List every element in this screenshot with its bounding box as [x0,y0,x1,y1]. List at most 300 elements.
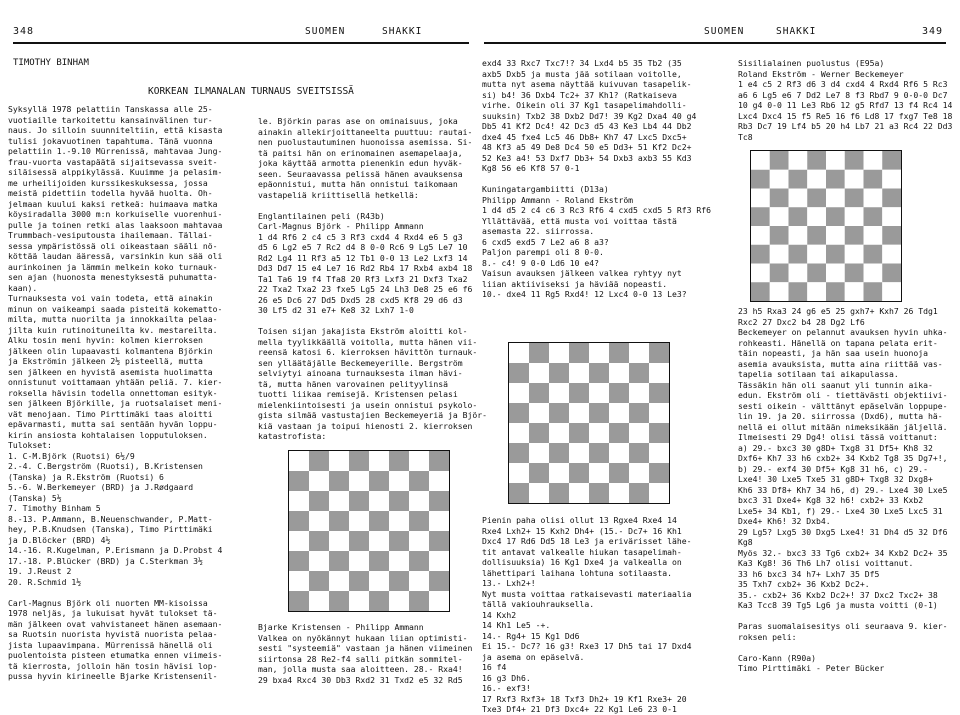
board-square [569,363,589,383]
text-line: lin 19. ja 20. siirrossa (Dxd6), mutta hä- [738,411,943,421]
column-1-text [8,104,244,682]
board-square [882,207,901,226]
board-square [789,207,808,226]
board-square [529,483,549,503]
chess-board-icon [751,151,901,301]
text-line: jelmaan kuului kaksi retkeä: huimaava matka [8,198,218,209]
board-square [549,343,569,363]
text-line: 29 bxa4 Rxc4 30 Db3 Rxd2 31 Txd2 e5 32 Rd5 [258,674,463,685]
text-line: sen jälkeen Björkille, ja ruotsalaiset meni- [8,398,223,408]
text-line: pelattiin 1.-9.10 Mürrenissä, mahtavaa Jung- [8,146,223,156]
running-head-suomen: SUOMEN [305,26,346,37]
board-square [389,571,409,591]
text-line: 5.-6. W.Berkemeyer (BRD) ja J.Rødgaard [8,482,194,492]
board-square [389,551,409,571]
chess-board-icon [509,343,669,503]
text-line: Paras suomalaisesitys oli seuraava 9. kier- [738,621,948,631]
board-square [369,451,389,471]
text-line: täin nopeasti, ja hän saa usein huonoja [738,348,929,358]
board-square [882,189,901,208]
board-square [629,483,649,503]
text-line: Sisilialainen puolustus (E95a) [738,58,885,68]
text-line: le. Björkin paras ase on ominaisuus, joka [258,116,458,126]
text-line: Dxc4 17 Rd6 Dd5 18 Le3 ja erivärisset lähe- [482,536,692,546]
board-square [309,591,329,611]
text-line: mutta nyt asema näyttää kuivuvan tasapelik- [482,79,692,89]
text-line: frau-vuorta vastapäätä sijaitsevassa sveit- [8,156,218,167]
text-line: 1. C-M.Björk (Ruotsi) 6½/9 [8,450,135,461]
board-square [629,443,649,463]
text-line: lähettipari laihana lohtuna sotilaasta. [482,567,673,578]
board-square [509,403,529,423]
board-square [369,591,389,611]
board-square [845,282,864,301]
text-line: köttää laudan ääressä, varsinkin kun sää oli [8,251,223,261]
text-line: Rxe4 Lxh2+ 15 Kxh2 Dh4+ (15.- Dc7+ 16 Kh1 [482,525,682,536]
text-line: selviytyi ainoana turnauksesta ilman hävi- [258,368,463,378]
text-line: vuotiaille tarkoitettu kansainvälinen tur- [8,114,213,125]
board-square [429,531,449,551]
text-line: Kh6 33 Df8+ Kh7 34 h6, d) 29.- Lxe4 30 Lxe5 [738,484,948,495]
running-head-suomen: SUOMEN [704,26,745,37]
text-line: tit antavat valkealle hiukan tasapelimah- [482,546,682,557]
text-line: katastrofista: [258,431,327,441]
board-square [882,170,901,189]
text-line: roksen peli: [738,631,797,642]
text-line: 20. R.Schmid 1½ [8,576,82,587]
board-square [609,383,629,403]
text-line: Lxc4 Dxc4 15 f5 Re5 16 f6 Ld8 17 fxg7 Te8 18 [738,110,953,121]
text-line: 33 h6 bxc3 34 h7+ Lxh7 35 Df5 [738,568,880,579]
board-square [649,423,669,443]
board-square [609,343,629,363]
text-line: ainakin allekirjoittaneelta puuttuu: rautai- [258,126,473,137]
board-square [309,551,329,571]
board-square [770,207,789,226]
board-square [429,491,449,511]
board-square [349,471,369,491]
board-square [845,245,864,264]
page-number: 348 [13,26,35,37]
text-line: jilta kuin rutinoituneilta kv. mestareilta. [8,324,218,335]
board-square [409,451,429,471]
text-line: pulle ja toinen retki alas laaksoon mahtavaa [8,219,223,230]
text-line: roksella hävisin todella onnettoman esityk- [8,387,218,398]
text-line: 29 Lg5? Lxg5 30 Dxg5 Lxe4! 31 Dh4 d5 32 Df6 [738,526,948,537]
text-line: kiä vastaan ja toipui hienosti 2. kierroksen [258,420,473,431]
board-square [349,511,369,531]
board-square [770,282,789,301]
text-line: 14.-16. R.Kugelman, P.Erismann ja D.Probst 4 [8,545,223,555]
board-square [770,170,789,189]
board-square [589,363,609,383]
text-line: aurinkoinen ja lämmin melkein koko turnauk- [8,261,218,272]
board-square [429,451,449,471]
text-line: liian aktiiviseksi ja häviää nopeasti. [482,278,668,289]
text-line: Carl-Magnus Björk oli nuorten MM-kisoissa [8,597,208,608]
board-square [549,483,569,503]
board-square [589,463,609,483]
board-square [289,511,309,531]
board-square [770,226,789,245]
text-line: puolentoista pisteen etumatka ennen viimeis- [8,650,223,660]
text-line: Yllättävää, että musta voi voittaa tästä [482,215,677,226]
text-line: 19. J.Reust 2 [8,566,72,576]
text-line: axb5 Dxb5 ja musta jää sotilaan voitolle, [482,68,682,79]
text-line: seen. Seuraavassa pelissä hänen avauksensa [258,168,463,179]
board-square [845,189,864,208]
board-square [589,383,609,403]
text-line: Timo Pirttimäki - Peter Bücker [738,663,885,673]
text-line [482,174,710,185]
board-square [845,151,864,170]
board-square [369,491,389,511]
board-square [864,151,883,170]
text-line: 52 Ke3 a4! 53 Dxf7 Db3+ 54 Dxb3 axb3 55 Kd3 [482,152,692,163]
text-line: Dxf6+ Kh7 33 h6 cxb2+ 34 Kxb2 Tg8 35 Dg7+!, [738,453,948,463]
text-line: ja asema on epäselvä. [482,651,585,662]
text-line: Turnauksesta voi vain todeta, että ainakin [8,293,213,303]
text-line: 10 g4 0-0 11 Le3 Rb6 12 g5 Rfd7 13 f4 Rc4 14 [738,100,953,110]
board-square [826,151,845,170]
text-line: bxc3 31 Dxe4+ Kg8 32 h6! cxb2+ 33 Kxb2 [738,495,924,505]
text-line: sen jälkeen en hyvistä asemista huolimatta [8,366,213,377]
board-square [649,383,669,403]
text-line: minun on vaikeampi saada pisteitä kokematto- [8,303,223,314]
text-line: vastapeliä kriittisellä hetkellä: [258,189,419,200]
board-square [349,551,369,571]
board-square [826,226,845,245]
board-square [629,423,649,443]
board-square [569,443,589,463]
board-square [529,403,549,423]
column-4-bottom-text [738,306,950,674]
board-square [807,282,826,301]
board-square [289,571,309,591]
text-line: jälkeen olin lupaavasti kolmantena Björkin [8,345,213,356]
text-line: 7. Timothy Binham 5 [8,503,101,513]
text-line: Philipp Ammann - Roland Ekström [482,194,634,205]
board-square [609,403,629,423]
text-line: tapelia sotilaan tai aikapulassa. [738,369,899,379]
board-square [629,363,649,383]
chess-board-icon [289,451,449,611]
text-line: 48 Kf3 a5 49 De8 Dc4 50 e5 Dd3+ 51 Kf2 Dc2+ [482,142,692,152]
text-line: (Tanska) 5½ [8,492,62,503]
text-line: Kg8 [738,537,753,547]
board-square [845,170,864,189]
column-3-bottom-text [482,515,710,715]
board-square [807,189,826,208]
board-square [826,245,845,264]
text-line: tällä vakiouhrauksella. [482,599,595,609]
board-square [751,282,770,301]
board-square [649,463,669,483]
board-square [309,451,329,471]
board-square [789,151,808,170]
text-line: 30 Lf5 d2 31 e7+ Ke8 32 Lxh7 1-0 [258,305,414,315]
board-square [826,207,845,226]
board-square [649,483,669,503]
text-line: sa Ruotsin nuorista hyvistä nuorista pelaa- [8,629,218,639]
board-square [789,245,808,264]
board-square [864,245,883,264]
text-line: Rd2 Lg4 11 Rf3 a5 12 Tb1 0-0 13 Le2 Lxf3 14 [258,252,468,263]
board-square [369,571,389,591]
page-number: 349 [922,26,944,37]
board-square [807,245,826,264]
text-line [258,316,470,327]
board-square [569,423,589,443]
chess-diagram-right-2 [750,150,902,302]
board-square [509,343,529,363]
text-line: siläisessä alppikylässä. Kuuimme ja pelasim- [8,167,223,177]
board-square [807,226,826,245]
board-square [629,383,649,403]
board-square [329,571,349,591]
board-square [549,403,569,423]
text-line: a6 6 Lg5 e6 7 Dd2 Le7 8 f3 Rbd7 9 0-0-0 Dc7 [738,89,948,100]
text-line: sessa ympäristössä oli oikeastaan sääli nö- [8,240,218,251]
text-line: Tc8 [738,131,753,142]
board-square [329,551,349,571]
board-square [770,245,789,264]
board-square [882,264,901,283]
board-square [864,226,883,245]
text-line: hey, P.B.Knudsen (Tanska), Timo Pirttimäki [8,524,213,534]
text-line: a) 29.- bxc3 30 g8D+ Txg8 31 Df5+ Kh8 32 [738,442,933,453]
text-line: Dxe4+ Kh6! 32 Dxb4. [738,516,831,526]
board-square [864,207,883,226]
board-square [807,207,826,226]
text-line: 10.- dxe4 11 Rg5 Rxd4! 12 Lxc4 0-0 13 Le3? [482,289,687,299]
board-square [807,151,826,170]
board-square [389,471,409,491]
text-line: 13.- Lxh2+! [482,578,536,588]
board-square [751,264,770,283]
board-square [529,363,549,383]
chess-diagram-right-1 [508,342,670,504]
text-line: d5 6 Lg2 e5 7 Rc2 d4 8 0-0 Rc6 9 Lg5 Le7 10 [258,242,468,252]
board-square [789,282,808,301]
text-line: Rb3 Dc7 19 Lf4 b5 20 h4 Lb7 21 a3 Rc4 22 Dd3 [738,121,953,131]
board-square [549,423,569,443]
board-square [629,343,649,363]
board-square [845,207,864,226]
board-square [649,363,669,383]
board-square [649,403,669,423]
column-2-bottom-text [258,622,473,685]
board-square [770,189,789,208]
text-line: Txe3 Df4+ 21 Df3 Dxc4+ 22 Kg1 Le6 23 0-1 [482,704,677,714]
board-square [864,189,883,208]
board-square [509,383,529,403]
board-square [369,531,389,551]
board-square [826,189,845,208]
text-line: Ilmeisesti 29 Dg4! olisi tässä voittanut: [738,432,938,442]
chess-diagram-left [288,450,450,612]
text-line: epävarmasti, mutta sai sentään hyvän loppu- [8,419,218,429]
text-line: Syksyllä 1978 pelattiin Tanskassa alle 25- [8,104,213,114]
board-square [629,403,649,423]
text-line: virhe. Oikein oli 37 Kg1 tasapelimahdolli- [482,100,687,110]
board-square [409,571,429,591]
text-line: 2.-4. C.Bergström (Ruotsi), B.Kristensen [8,461,203,471]
text-line: 35 Txh7 cxb2+ 36 Kxb2 Dc2+. [738,579,870,589]
text-line: Lxe5+ 34 Kb1, f) 29.- Lxe4 30 Lxe5 Lxc5 31 [738,505,943,516]
board-square [349,491,369,511]
board-square [289,551,309,571]
board-square [409,531,429,551]
text-line: joka käyttää armotta pienenkin edun hyväk- [258,158,463,168]
text-line: Valkea on nyökännyt hukaan liian optimisti- [258,632,468,643]
text-line: Tulokset: [8,440,52,450]
board-square [807,264,826,283]
text-line: sesti "systeemiä" vastaan ja hänen viimeinen [258,643,473,653]
text-line: exd4 33 Rxc7 Txc7!? 34 Lxd4 b5 35 Tb2 (35 [482,58,682,68]
board-square [289,451,309,471]
board-square [629,463,649,483]
board-square [569,403,589,423]
text-line: 8.-13. P.Ammann, B.Neuenschwander, P.Matt- [8,513,213,524]
text-line: siirtonsa 28 Re2-f4 salli pitkän sommitel- [258,653,463,664]
board-square [409,471,429,491]
board-square [509,363,529,383]
text-line: 16.- exf3! [482,683,531,693]
text-line: Trummbach-vesiputousta ihailemaan. Tällai- [8,230,213,240]
text-line: Db5 41 Kf2 Dc4! 42 Dc3 d5 43 Ke3 Lb4 44 Db2 [482,121,692,131]
text-line: 14 Kh1 Le5 -+. [482,620,551,630]
text-line: Alku tosin meni hyvin: kolmen kierroksen [8,335,203,345]
text-line: man, jolla musta saa aloitteen. 28.- Rxa4! [258,664,463,674]
text-line: 1 d4 d5 2 c4 c6 3 Rc3 Rf6 4 cxd5 cxd5 5 Rf3 Rf6 [482,205,712,215]
text-line: nen puolustautuminen huonoissa asemissa. Si- [258,137,473,147]
text-line: 17 Rxf3 Rxf3+ 18 Txf3 Dh2+ 19 Kf1 Rxe3+ 20 [482,693,687,704]
text-line: meistä pidettiin todella hyvää huolta. Oh- [8,188,213,198]
board-square [289,591,309,611]
board-square [569,483,589,503]
board-square [589,423,609,443]
board-square [409,491,429,511]
text-line [738,611,950,622]
text-line: sen ajan (huonosta menestyksestä puhumatta- [8,272,218,282]
text-line: 1978 neljäs, ja lukuisat hyvät tulokset tä- [8,608,218,618]
board-square [826,170,845,189]
board-square [609,363,629,383]
text-line: si) b4! 36 Dxb4 Tc2+ 37 Kh1? (Ratkaiseva [482,89,677,100]
text-line: Kuningatargambiitti (D13a) [482,184,609,194]
board-square [789,170,808,189]
board-square [329,471,349,491]
board-square [609,423,629,443]
board-square [309,571,329,591]
board-square [389,511,409,531]
text-line: tä paitsi hän on erinomainen asemapelaaja, [258,147,463,158]
text-line: suuksin) Txb2 38 Dxb2 Dd7! 39 Kg2 Dxa4 40 g4 [482,110,697,121]
board-square [309,531,329,551]
text-line: 14.- Rg4+ 15 Kg1 Dd6 [482,630,580,641]
board-square [309,491,329,511]
board-square [529,343,549,363]
text-line: 6 cxd5 exd5 7 Le2 a6 8 a3? [482,236,609,247]
text-line: 26 e5 Dc6 27 Dd5 Dxd5 28 cxd5 Kf8 29 d6 d3 [258,294,463,305]
board-square [770,264,789,283]
board-square [882,245,901,264]
text-line: (Tanska) ja R.Ekström (Ruotsi) 6 [8,471,164,482]
text-line: kirin ansiosta kohtalaisen lopputuloksen. [8,429,208,440]
article-title: KORKEAN ILMANALAN TURNAUS SVEITSISSÄ [148,86,354,97]
text-line: 1 e4 c5 2 Rf3 d6 3 d4 cxd4 4 Rxd4 Rf6 5 Rc3 [738,79,948,89]
text-line: sen ylläätäjälle Beckemeyerille. Bergström [258,357,463,368]
text-line: 8.- c4! 9 0-0 Ld6 10 e4? [482,257,599,268]
board-square [369,551,389,571]
board-square [589,343,609,363]
board-square [826,264,845,283]
board-square [429,591,449,611]
board-square [329,451,349,471]
column-3-text [482,58,710,300]
board-square [569,383,589,403]
board-square [569,343,589,363]
board-square [429,551,449,571]
board-square [882,282,901,301]
board-square [569,463,589,483]
board-square [864,264,883,283]
text-line: edun. Ekström oli - tiettävästi objektiivi- [738,390,948,400]
board-square [751,245,770,264]
column-2-text [258,116,488,442]
column-4-text [738,58,953,142]
board-square [609,463,629,483]
left-page-header [0,26,480,40]
text-line: Ka3 Tcc8 39 Tg5 Lg6 ja musta voitti (0-1) [738,600,938,610]
board-square [609,483,629,503]
board-square [751,226,770,245]
text-line: Pienin paha olisi ollut 13 Rgxe4 Rxe4 14 [482,515,677,525]
board-square [389,491,409,511]
board-square [329,511,349,531]
text-line: mielenkiintoisesti ja usein onnistui psykolo- [258,399,478,410]
board-square [509,463,529,483]
board-square [309,511,329,531]
text-line: 35.- cxb2+ 36 Kxb2 Dc2+! 37 Dxc2 Txc2+ 38 [738,589,938,600]
board-square [289,471,309,491]
text-line: Nyt musta voittaa ratkaisevasti materiaalia [482,588,692,599]
board-square [770,151,789,170]
text-line: Ei 15.- Dc7? 16 g3! Rxe3 17 Dh5 tai 17 Dxd4 [482,641,692,651]
board-square [509,443,529,463]
board-square [389,451,409,471]
text-line: Carl-Magnus Björk - Philipp Ammann [258,221,424,231]
text-line: asemia avauksista, mutta aina riittää vas- [738,358,943,369]
left-header-rule [13,42,469,44]
board-square [649,343,669,363]
board-square [329,591,349,611]
board-square [309,471,329,491]
text-line: män jälkeen ovat vahvistaneet hänen asemaan- [8,618,223,629]
board-square [389,591,409,611]
right-header-rule [484,42,946,44]
text-line: Ka3 Kg8! 36 Th6 Lh7 olisi voittanut. [738,558,914,568]
text-line: 16 f4 [482,662,507,672]
text-line: Myös 32.- bxc3 33 Tg6 cxb2+ 34 Kxb2 Dc2+ 35 [738,547,948,558]
board-square [509,483,529,503]
text-line: Vaisun avauksen jälkeen valkea ryhtyy nyt [482,268,682,278]
running-head-shakki: SHAKKI [776,26,817,37]
board-square [529,443,549,463]
text-line: dollisuuksia) 16 Kg1 Dxe4 ja valkealla on [482,557,682,567]
text-line: 17.-18. P.Blücker (BRD) ja C.Sterkman 3½ [8,555,203,566]
